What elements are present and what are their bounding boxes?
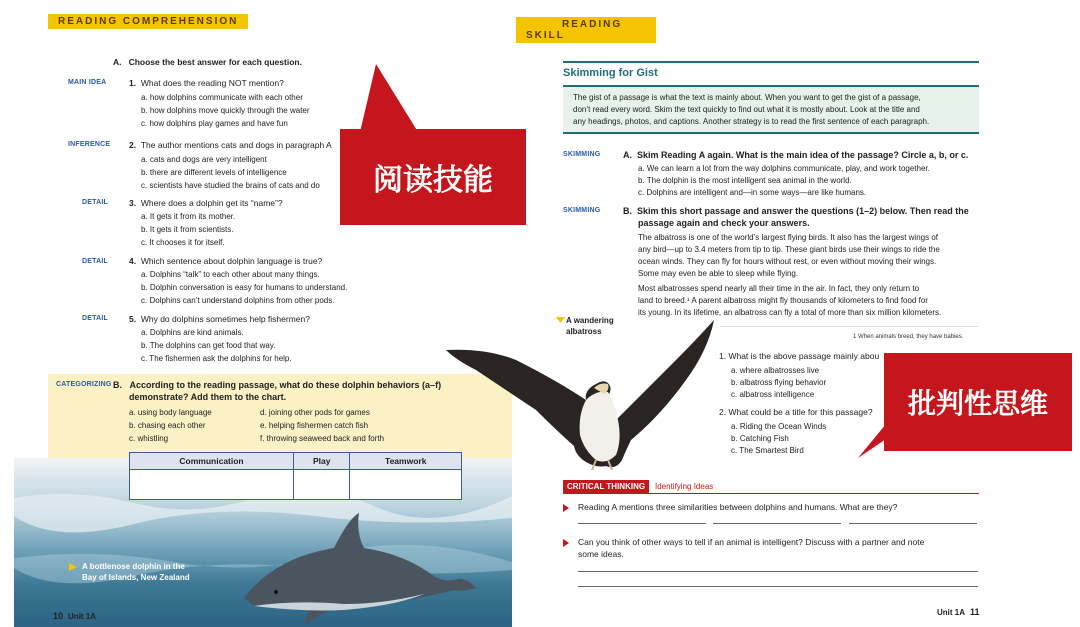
chart-cell-teamwork[interactable] <box>350 470 462 500</box>
question-tag: INFERENCE <box>68 141 111 148</box>
option: b. there are different levels of intelligence <box>141 168 287 177</box>
bullet-arrow-icon <box>563 504 569 512</box>
option: c. how dolphins play games and have fun <box>141 119 288 128</box>
passage-line: The albatross is one of the world’s largest flying birds. It also has the largest wings of <box>638 233 939 242</box>
critical-thinking-label: CRITICAL THINKING <box>563 480 649 493</box>
title-rule <box>563 61 979 63</box>
option: a. how dolphins communicate with each other <box>141 93 303 102</box>
question-tag: SKIMMING <box>563 207 601 214</box>
critical-question-2-cont: some ideas. <box>578 549 624 559</box>
option: a. Riding the Ocean Winds <box>731 422 827 431</box>
bullet-arrow-icon <box>563 539 569 547</box>
option: b. The dolphins can get food that way. <box>141 341 276 350</box>
question-tag: DETAIL <box>82 315 108 322</box>
passage-line: ocean winds. They can fly for hours without rest, or even without moving their wings. <box>638 257 937 266</box>
footnote: 1 When animals breed, they have babies. <box>853 334 964 340</box>
option: a. Dolphins are kind animals. <box>141 328 244 337</box>
option: c. albatross intelligence <box>731 390 815 399</box>
photo-caption-line2: Bay of Islands, New Zealand <box>82 573 190 582</box>
callout-reading-skills: 阅读技能 <box>340 129 526 225</box>
answer-line[interactable] <box>713 523 841 524</box>
skim-part-b-heading-cont: passage again and check your answers. <box>638 218 810 228</box>
question-4: 4. Which sentence about dolphin language is true? <box>129 256 323 266</box>
option: b. Dolphin conversation is easy for humans to understand. <box>141 283 348 292</box>
passage-line: Some may even be able to sleep while flying. <box>638 269 799 278</box>
question-tag: DETAIL <box>82 199 108 206</box>
passage-line: Most albatrosses spend nearly all their time in the air. In fact, they only return to <box>638 284 920 293</box>
caption-arrow-icon <box>68 562 78 572</box>
footnote-rule <box>720 326 978 327</box>
skim-part-a-heading: A. Skim Reading A again. What is the main idea of the passage? Circle a, b, or c. <box>623 150 969 160</box>
behavior-item: b. chasing each other <box>129 421 206 430</box>
behavior-item: a. using body language <box>129 408 212 417</box>
skill-title: Skimming for Gist <box>563 67 658 79</box>
option: b. The dolphin is the most intelligent sea animal in the world. <box>638 176 852 185</box>
bird-caption-line1: A wandering <box>566 316 614 325</box>
bird-caption-line2: albatross <box>566 327 602 336</box>
behavior-item: f. throwing seaweed back and forth <box>260 434 385 443</box>
option: b. how dolphins move quickly through the water <box>141 106 310 115</box>
behavior-item: e. helping fishermen catch fish <box>260 421 369 430</box>
question-2: 2. The author mentions cats and dogs in paragraph A <box>129 140 332 150</box>
behavior-item: c. whistling <box>129 434 169 443</box>
chart-cell-communication[interactable] <box>130 470 294 500</box>
behavior-item: d. joining other pods for games <box>260 408 370 417</box>
passage-line: land to breed.¹ A parent albatross might fly thousands of kilometers to find food for <box>638 296 928 305</box>
critical-question-1: Reading A mentions three similarities between dolphins and humans. What are they? <box>578 502 898 512</box>
option: a. We can learn a lot from the way dolphins communicate, play, and work together. <box>638 164 930 173</box>
page-number-left: 10 Unit 1A <box>53 611 97 621</box>
page-number-right: Unit 1A 11 <box>937 607 980 617</box>
option: c. scientists have studied the brains of cats and do <box>141 181 320 190</box>
chart-header-communication: Communication <box>130 453 294 470</box>
callout-pointer <box>340 62 420 134</box>
option: b. It gets it from scientists. <box>141 225 234 234</box>
chart-cell-play[interactable] <box>294 470 350 500</box>
gist-line-1: The gist of a passage is what the text is mainly about. When you want to get the gist of a passage, <box>573 93 921 102</box>
question-tag: DETAIL <box>82 258 108 265</box>
part-a-heading: A. Choose the best answer for each question. <box>113 57 302 67</box>
option: a. where albatrosses live <box>731 366 820 375</box>
question-3: 3. Where does a dolphin get its “name”? <box>129 198 283 208</box>
passage-line: its young. In its lifetime, an albatross can fly a total of more than six million kilometers. <box>638 308 942 317</box>
option: c. Dolphins can’t understand dolphins from other pods. <box>141 296 335 305</box>
question-5: 5. Why do dolphins sometimes help fishermen? <box>129 314 310 324</box>
gist-line-3: any headings, photos, and captions. Another strategy is to read the first sentence of each paragraph. <box>573 117 930 126</box>
option: c. Dolphins are intelligent and—in some ways—are like humans. <box>638 188 867 197</box>
option: c. The fishermen ask the dolphins for help. <box>141 354 292 363</box>
question-tag: SKIMMING <box>563 151 601 158</box>
passage-line: any bird—up to 3.4 meters from tip to tip. These giant birds use their wings to ride the <box>638 245 940 254</box>
option: a. cats and dogs are very intelligent <box>141 155 267 164</box>
question-tag: MAIN IDEA <box>68 79 107 86</box>
skim-question-1: 1. What is the above passage mainly abou <box>719 351 880 361</box>
option: a. It gets it from its mother. <box>141 212 236 221</box>
option: c. It chooses it for itself. <box>141 238 225 247</box>
section-header-reading-skill: READING SKILL <box>516 17 656 43</box>
skim-part-b-heading: B. Skim this short passage and answer the questions (1–2) below. Then read the <box>623 206 969 216</box>
section-header-reading-comprehension: READING COMPREHENSION <box>48 14 248 29</box>
question-1: 1. What does the reading NOT mention? <box>129 78 284 88</box>
answer-line[interactable] <box>849 523 977 524</box>
albatross-photo <box>446 320 716 470</box>
question-tag: CATEGORIZING <box>56 381 112 388</box>
answer-line[interactable] <box>578 523 706 524</box>
callout-critical-thinking: 批判性思维 <box>884 353 1072 451</box>
part-b-heading-cont: demonstrate? Add them to the chart. <box>129 392 287 402</box>
part-b-heading: B. According to the reading passage, what do these dolphin behaviors (a–f) <box>113 380 442 390</box>
option: a. Dolphins “talk” to each other about many things. <box>141 270 320 279</box>
skim-question-2: 2. What could be a title for this passage? <box>719 407 873 417</box>
critical-question-2: Can you think of other ways to tell if an animal is intelligent? Discuss with a partner and note <box>578 537 925 547</box>
option: c. The Smartest Bird <box>731 446 804 455</box>
answer-line[interactable] <box>578 571 978 572</box>
option: b. albatross flying behavior <box>731 378 827 387</box>
critical-thinking-subtitle: Identifying Ideas <box>655 482 714 491</box>
behavior-chart <box>129 452 462 500</box>
option: b. Catching Fish <box>731 434 789 443</box>
chart-header-play: Play <box>294 453 350 470</box>
gist-line-2: don’t read every word. Skim the text quickly to find out what it is mostly about. Look at the title and <box>573 105 920 114</box>
photo-caption-line1: A bottlenose dolphin in the <box>82 562 185 571</box>
chart-header-teamwork: Teamwork <box>350 453 462 470</box>
answer-line[interactable] <box>578 586 978 587</box>
